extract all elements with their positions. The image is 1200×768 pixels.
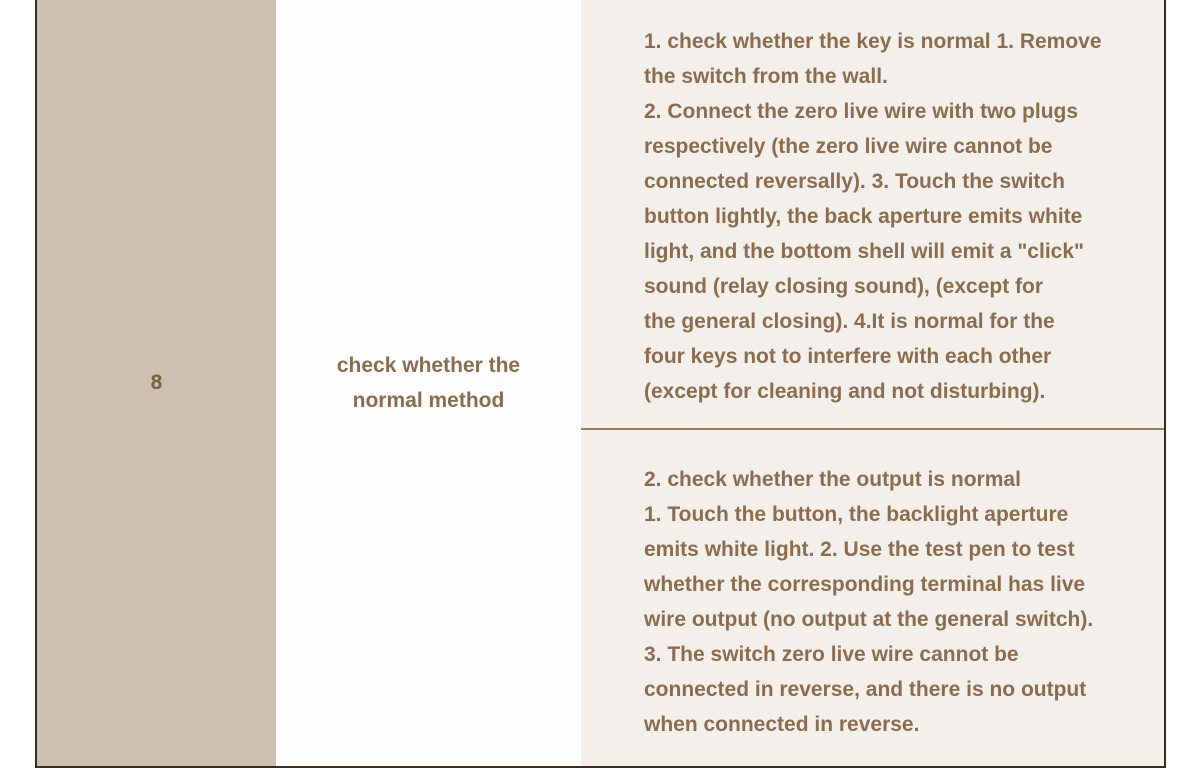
method-cell (276, 0, 581, 766)
step-output-check: 2. check whether the output is normal 1. Touch the button, the backlight aperture emits white light. 2. Use the test pen to test whether the corresponding terminal has live wire output (no output at the general switch). 3. The switch zero live wire cannot be connected in reverse, and there is no output when connected in reverse. (644, 468, 1094, 736)
row-number-cell (37, 0, 276, 766)
steps-cell (581, 0, 1164, 766)
troubleshooting-table (35, 0, 1166, 768)
row-number: 8 (150, 371, 163, 394)
method-label: check whether the normal method (336, 354, 521, 412)
step-key-check: 1. check whether the key is normal 1. Remove the switch from the wall. 2. Connect the zero live wire with two plugs respectively (the zero live wire cannot be connected reversally). 3. Touch the switch button lightly, the back aperture emits white light, and the bottom shell will emit a "click" sound (relay closing sound), (except for the general closing). 4.It is normal for the four keys not to interfere with each other (except for cleaning and not disturbing). (581, 0, 1164, 430)
